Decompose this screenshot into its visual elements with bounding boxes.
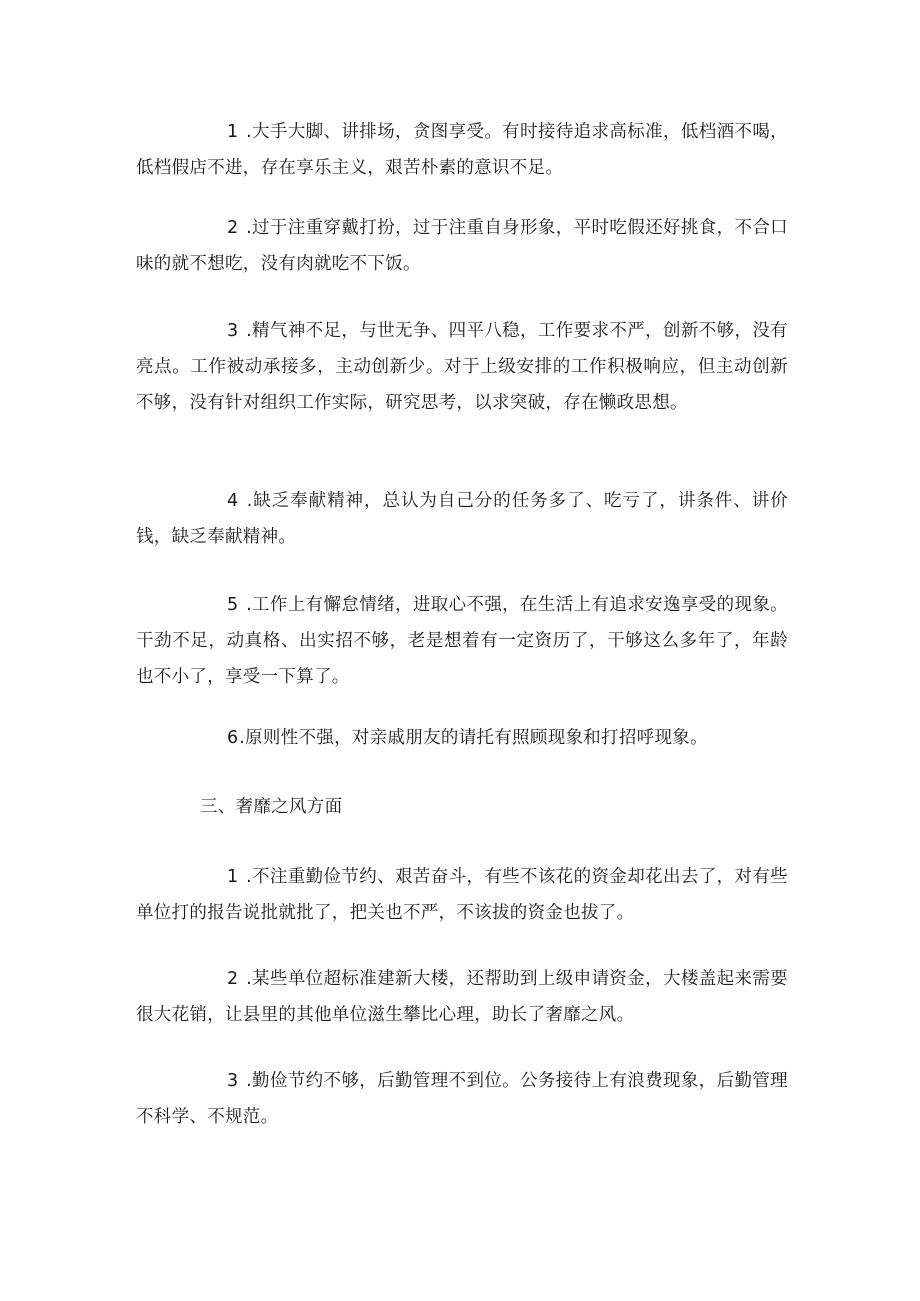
- item-text: .某些单位超标准建新大楼，还帮助到上级申请资金，大楼盖起来需要很大花销，让县里的其他单位滋生攀比心理，助长了奢靡之风。: [136, 969, 788, 1025]
- item-number: 6: [227, 728, 239, 748]
- paragraph-item-4: [136, 483, 788, 555]
- item-text: .缺乏奉献精神，总认为自己分的任务多了、吃亏了，讲条件、讲价钱，缺乏奉献精神。: [136, 491, 788, 547]
- item-number: 1: [227, 867, 239, 887]
- item-number: 2: [227, 218, 239, 238]
- item-text: .原则性不强，对亲戚朋友的请托有照顾现象和打招呼现象。: [239, 728, 708, 748]
- paragraph-s3-item-1: [136, 859, 788, 931]
- item-text: .不注重勤俭节约、艰苦奋斗，有些不该花的资金却花出去了，对有些单位打的报告说批就批了，把关也不严，不该拔的资金也拔了。: [136, 867, 788, 923]
- item-text: .精气神不足，与世无争、四平八稳，工作要求不严，创新不够，没有亮点。工作被动承接多，主动创新少。对于上级安排的工作积极响应，但主动创新不够，没有针对组织工作实际，研究思考，以求突破，存在懒政思想。: [136, 321, 788, 413]
- paragraph-s3-item-3: [136, 1063, 788, 1135]
- item-number: 4: [227, 491, 239, 511]
- item-number: 1: [227, 122, 239, 142]
- paragraph-s3-item-2: [136, 961, 788, 1033]
- item-text: .工作上有懈怠情绪，进取心不强，在生活上有追求安逸享受的现象。干劲不足，动真格、出实招不够，老是想着有一定资历了，干够这么多年了，年龄也不小了，享受一下算了。: [136, 595, 788, 687]
- paragraph-item-1: [136, 114, 788, 186]
- paragraph-item-3: [136, 313, 788, 421]
- item-number: 3: [227, 1071, 239, 1091]
- item-text: .过于注重穿戴打扮，过于注重自身形象，平时吃假还好挑食，不合口味的就不想吃，没有肉就吃不下饭。: [136, 218, 788, 274]
- item-text: .勤俭节约不够，后勤管理不到位。公务接待上有浪费现象，后勤管理不科学、不规范。: [136, 1071, 788, 1127]
- item-number: 2: [227, 969, 239, 989]
- item-number: 5: [227, 595, 239, 615]
- paragraph-item-5: [136, 587, 788, 695]
- section-heading: 三、奢靡之风方面: [200, 797, 343, 817]
- item-text: .大手大脚、讲排场，贪图享受。有时接待追求高标准，低档酒不喝，低档假店不进，存在享乐主义，艰苦朴素的意识不足。: [136, 122, 788, 178]
- paragraph-item-6: [136, 720, 788, 756]
- item-number: 3: [227, 321, 239, 341]
- paragraph-item-2: [136, 210, 788, 282]
